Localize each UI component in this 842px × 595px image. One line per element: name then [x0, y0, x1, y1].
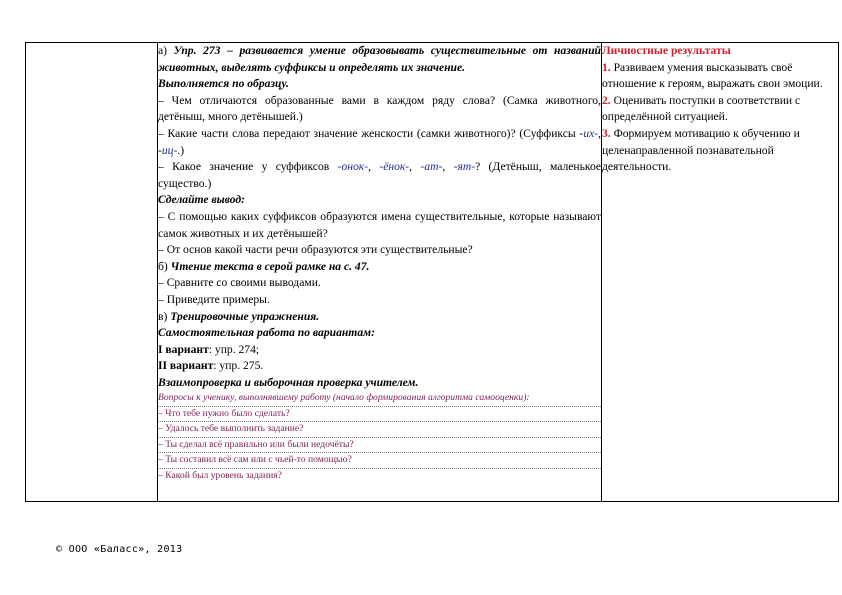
- results-heading: Личностные результаты: [602, 44, 731, 57]
- question-3-end: ? (Детёныш, маленькое существо.): [158, 160, 602, 190]
- question-1: – Чем отличаются образованные вами в каждом ряду слова? (Самка животного, детёныш, много детёнышей.): [158, 93, 601, 124]
- suffix: -ат-: [420, 160, 443, 174]
- result-text: Формируем мотивацию к обучению и целенаправленной познавательной деятельности.: [602, 126, 800, 174]
- self-assessment-question: – Удалось тебе выполнить задание?: [158, 422, 601, 438]
- peer-check: Взаимопроверка и выборочная проверка учителем.: [158, 375, 419, 389]
- variant-1-text: : упр. 274;: [208, 342, 260, 356]
- stage-cell: [26, 43, 158, 502]
- task-b: [158, 259, 601, 276]
- self-assessment-question: – Какой был уровень задания?: [158, 469, 282, 481]
- suffix: иц-: [161, 143, 178, 157]
- suffix: -онок-: [337, 160, 369, 174]
- conclusion-q2: – От основ какой части речи образуются эти существительные?: [158, 243, 473, 257]
- task-a-prefix: а): [158, 44, 174, 57]
- activity-cell: [158, 43, 602, 502]
- copyright-footer: © ООО «Баласс», 2013: [56, 544, 183, 555]
- self-assessment-intro: Вопросы к ученику, выполнявшему работу (начало формирования алгоритма самооценки):: [158, 391, 601, 407]
- separator: ,: [442, 160, 454, 174]
- variant-2-text: : упр. 275.: [213, 359, 264, 373]
- variant-2-label: II вариант: [158, 359, 214, 373]
- variant-2: [158, 358, 601, 375]
- result-number: 1.: [602, 60, 611, 74]
- suffix: -ят-: [453, 160, 476, 174]
- separator: , -: [158, 126, 601, 157]
- separator: ,: [409, 160, 421, 174]
- result-number: 3.: [602, 126, 611, 140]
- task-b-2: – Приведите примеры.: [158, 292, 270, 306]
- self-assessment-question: – Что тебе нужно было сделать?: [158, 407, 601, 423]
- task-b-prefix: б): [158, 259, 171, 273]
- lesson-table: [25, 42, 839, 502]
- suffix: их-: [583, 126, 599, 140]
- result-number: 2.: [602, 93, 611, 107]
- self-assessment-question: – Ты сделал всё правильно или были недочёты?: [158, 438, 601, 454]
- result-text: Оценивать поступки в соответствии с определённой ситуацией.: [602, 93, 801, 124]
- conclusion-heading: Сделайте вывод:: [158, 193, 245, 207]
- result-item: [602, 93, 838, 126]
- self-assessment-question: – Ты составил всё сам или с чьей-то помощью?: [158, 453, 601, 469]
- question-2-text: – Какие части слова передают значение женскости (самки животного)? (Суффиксы -: [158, 126, 584, 140]
- by-sample: Выполняется по образцу.: [158, 77, 289, 91]
- variant-1-label: I вариант: [158, 342, 209, 356]
- self-work-heading: Самостоятельная работа по вариантам:: [158, 326, 375, 340]
- task-b-text: Чтение текста в серой рамке на с. 47.: [170, 259, 370, 273]
- question-2: [158, 126, 601, 159]
- result-text: Развиваем умения высказывать своё отношение к героям, выражать свои эмоции.: [602, 60, 823, 91]
- task-v-text: Тренировочные упражнения.: [170, 309, 320, 323]
- task-a-text: Упр. 273 – развивается умение образовывать существительные от названий животных, выделять суффиксы и определять их значение.: [158, 44, 602, 74]
- task-v-prefix: в): [158, 309, 171, 323]
- conclusion-q1: – С помощью каких суффиксов образуются имена существительные, которые называют самок животных и их детёнышей?: [158, 209, 601, 240]
- suffix: -ёнок-: [379, 160, 410, 174]
- table-row: [26, 43, 839, 502]
- question-2-end: .): [177, 143, 185, 157]
- question-3: [158, 159, 601, 192]
- result-item: [602, 60, 838, 93]
- task-a: [158, 43, 601, 76]
- question-3-text: – Какое значение у суффиксов: [158, 160, 338, 174]
- variant-1: [158, 342, 601, 359]
- separator: ,: [368, 160, 380, 174]
- task-v: [158, 309, 601, 326]
- task-b-1: – Сравните со своими выводами.: [158, 276, 321, 290]
- results-cell: [602, 43, 839, 502]
- result-item: [602, 126, 838, 176]
